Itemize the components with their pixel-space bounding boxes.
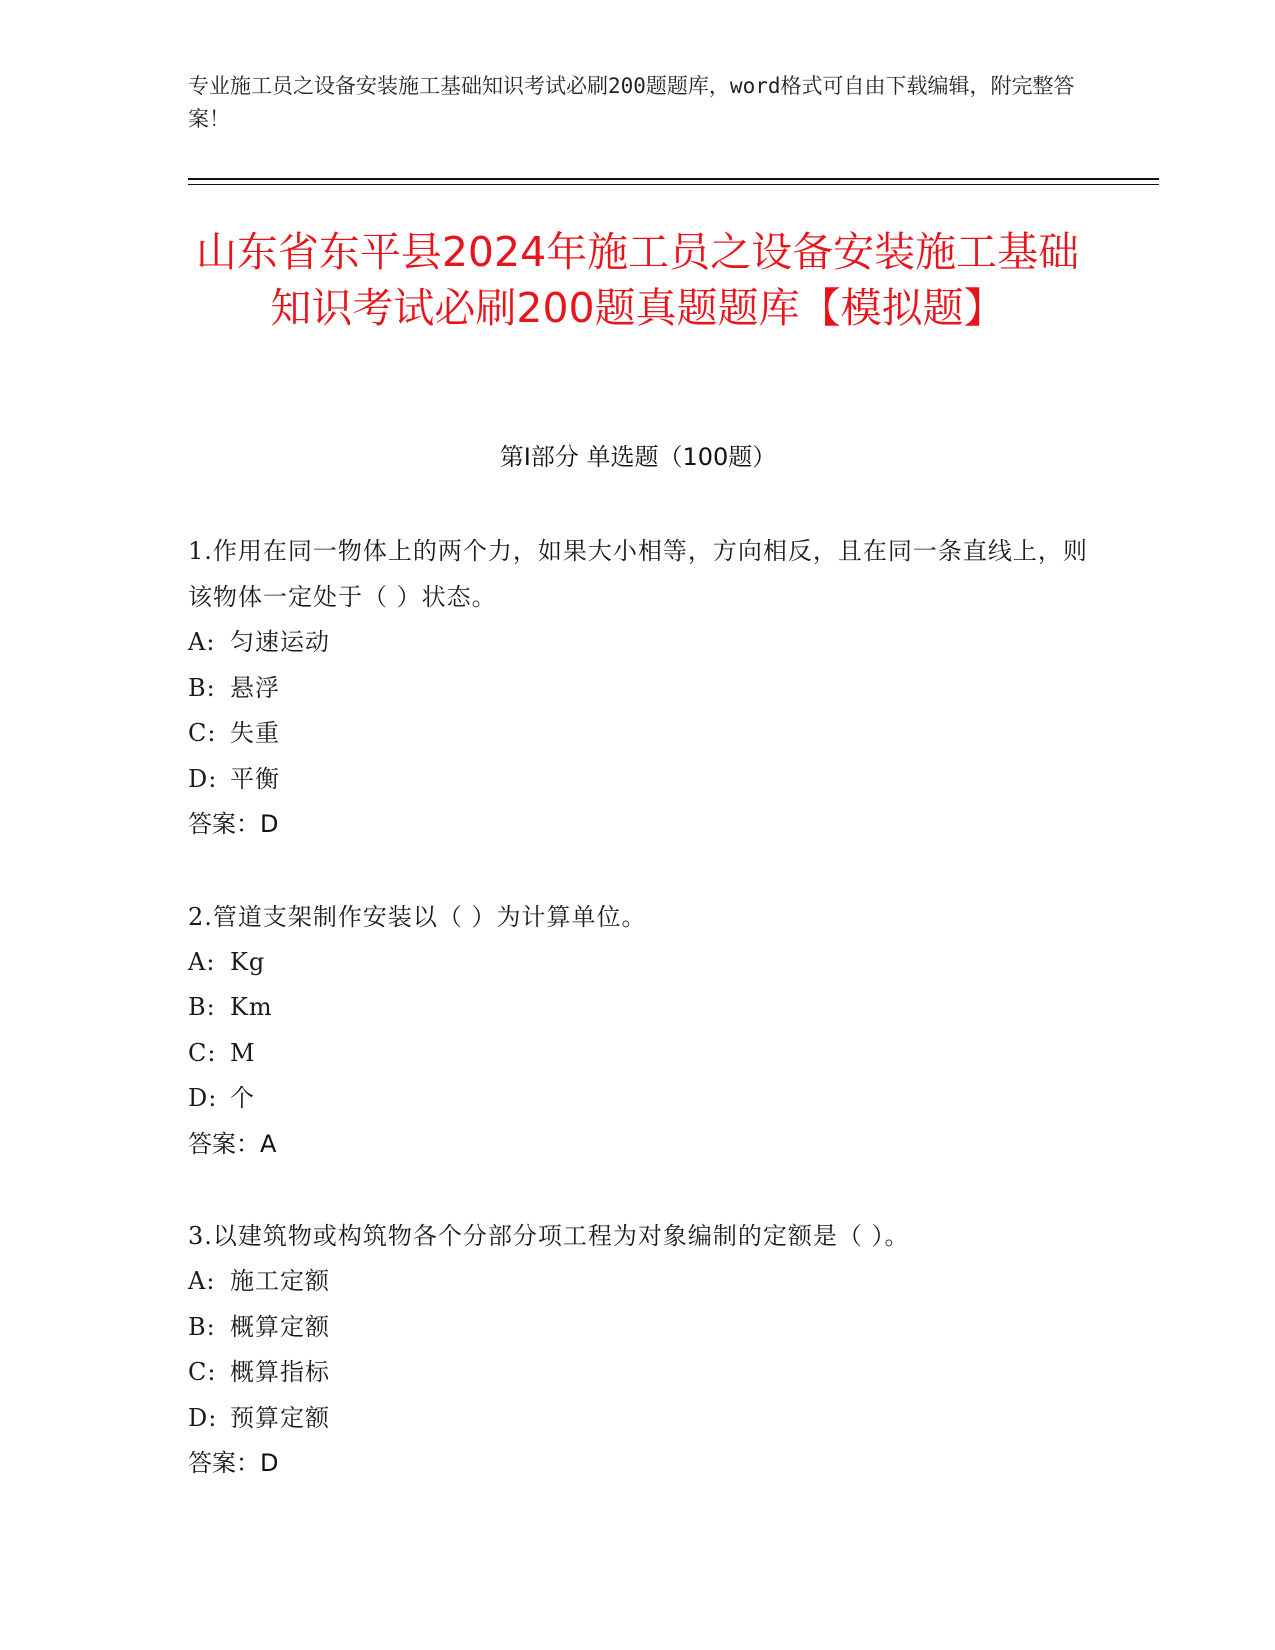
option-text: 悬浮: [230, 673, 280, 702]
answer: 答案：D: [188, 1449, 279, 1477]
option-text: 匀速运动: [230, 628, 330, 656]
option-text: Kg: [230, 947, 266, 976]
option-b: [188, 666, 1088, 712]
option-letter: B:: [188, 993, 216, 1021]
document-title: 山东省东平县2024年施工员之设备安装施工基础知识考试必刷200题真题题库【模拟题】: [195, 228, 1080, 332]
option-text: 失重: [230, 719, 280, 747]
option-text: 概算定额: [230, 1312, 330, 1341]
question-2: [188, 894, 1088, 1168]
header-note: 专业施工员之设备安装施工基础知识考试必刷200题题库，word格式可自由下载编辑，附完整答案！: [188, 74, 1075, 131]
option-text: 概算指标: [230, 1358, 330, 1386]
option-d: [188, 757, 1088, 803]
option-letter: D:: [188, 1403, 218, 1432]
question-3: [188, 1213, 1088, 1487]
answer: 答案：D: [188, 810, 279, 838]
option-text: 个: [230, 1084, 255, 1112]
option-letter: C:: [188, 1038, 217, 1067]
option-c: [188, 1350, 1088, 1396]
option-text: M: [230, 1038, 256, 1067]
option-b: [188, 985, 1088, 1031]
option-c: [188, 711, 1088, 757]
option-text: 施工定额: [230, 1267, 330, 1295]
option-d: [188, 1076, 1088, 1122]
question-stem: 1.作用在同一物体上的两个力，如果大小相等，方向相反，且在同一条直线上，则该物体一定处于（ ）状态。: [188, 537, 1088, 611]
option-a: [188, 1259, 1088, 1305]
option-c: [188, 1031, 1088, 1077]
option-letter: A:: [188, 1267, 216, 1295]
option-text: Km: [230, 993, 273, 1021]
answer: 答案：A: [188, 1129, 277, 1158]
option-letter: B:: [188, 673, 216, 702]
header-divider-thin: [188, 184, 1159, 185]
option-d: [188, 1396, 1088, 1442]
option-text: 平衡: [230, 764, 280, 793]
option-letter: B:: [188, 1312, 216, 1341]
question-stem: 3.以建筑物或构筑物各个分部分项工程为对象编制的定额是（ ）。: [188, 1222, 910, 1250]
option-a: [188, 940, 1088, 986]
question-1: [188, 528, 1088, 848]
question-list: [188, 528, 1088, 1533]
option-letter: D:: [188, 764, 218, 793]
option-b: [188, 1305, 1088, 1351]
section-title: 第Ⅰ部分 单选题（100题）: [499, 443, 777, 471]
header-divider-thick: [188, 178, 1159, 180]
option-letter: C:: [188, 719, 217, 747]
option-letter: A:: [188, 628, 216, 656]
question-stem: 2.管道支架制作安装以（ ）为计算单位。: [188, 902, 647, 931]
option-letter: C:: [188, 1358, 217, 1386]
option-letter: D:: [188, 1084, 218, 1112]
option-a: [188, 620, 1088, 666]
option-text: 预算定额: [230, 1403, 330, 1432]
option-letter: A:: [188, 947, 216, 976]
